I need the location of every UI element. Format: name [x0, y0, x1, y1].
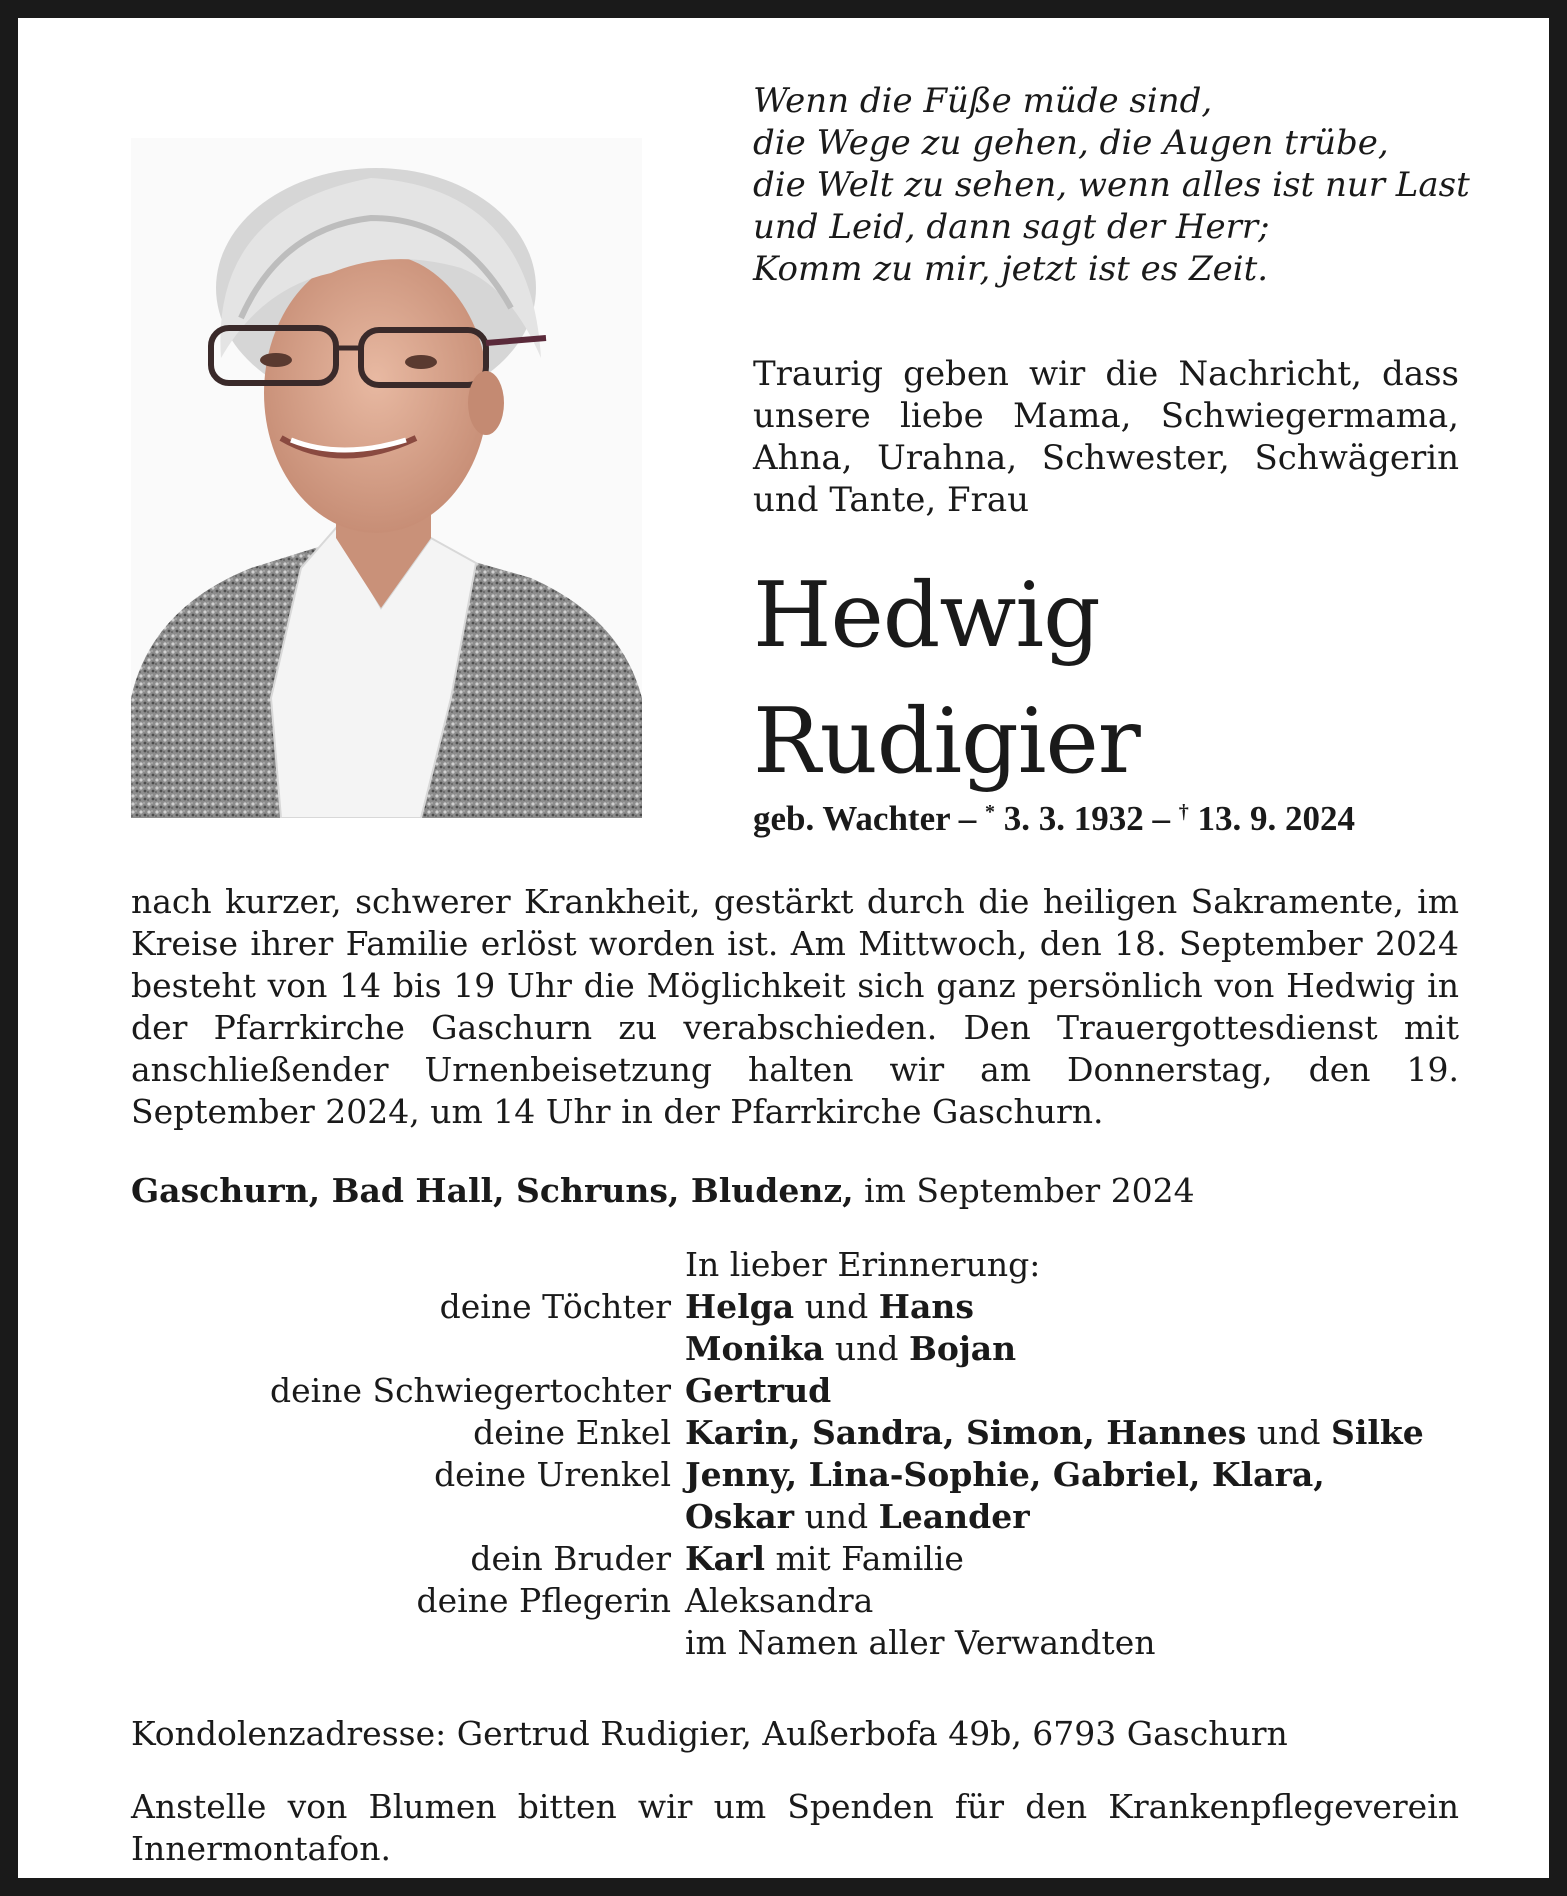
mourner-connector: Aleksandra — [685, 1581, 874, 1620]
mourner-name: Oskar — [685, 1497, 794, 1536]
mourner-name: Leander — [878, 1497, 1030, 1536]
deceased-name — [753, 553, 1513, 805]
mourner-name: Karin, Sandra, Simon, Hannes — [685, 1413, 1247, 1452]
poem-line: Wenn die Füße müde sind, — [753, 81, 1213, 121]
mourner-names — [685, 1454, 1471, 1496]
mourner-relation: deine Schwiegertochter — [269, 1371, 671, 1410]
poem — [753, 80, 1473, 290]
mourner-connector: und — [824, 1329, 909, 1368]
dash: – — [958, 799, 977, 838]
places-line — [131, 1171, 1471, 1210]
mourner-names — [685, 1622, 1471, 1664]
mourner-relation: deine Urenkel — [434, 1455, 671, 1494]
mourner-row — [131, 1580, 1471, 1622]
mourner-names — [685, 1538, 1471, 1580]
mourner-row — [131, 1496, 1471, 1538]
mourner-name: Silke — [1331, 1413, 1424, 1452]
birth-symbol: * — [985, 801, 996, 823]
donation-note: Anstelle von Blumen bitten wir um Spenden für den Krankenpflegeverein Innermontafon. — [131, 1787, 1459, 1868]
mourner-relation — [131, 1328, 685, 1370]
condolence-address: Kondolenzadresse: Gertrud Rudigier, Außerbofa 49b, 6793 Gaschurn — [131, 1714, 1288, 1753]
mourner-name: Monika — [685, 1329, 825, 1368]
mourner-names — [685, 1286, 1471, 1328]
mourner-connector: und — [1246, 1413, 1331, 1452]
poem-line: die Wege zu gehen, die Augen trübe, — [753, 123, 1389, 163]
mourner-row — [131, 1454, 1471, 1496]
mourner-connector: und — [794, 1287, 879, 1326]
mourner-relation — [131, 1622, 685, 1664]
mourner-name: Jenny, Lina-Sophie, Gabriel, Klara, — [685, 1455, 1325, 1494]
mourner-rows — [131, 1286, 1471, 1664]
mourner-row — [131, 1286, 1471, 1328]
mourner-row — [131, 1370, 1471, 1412]
mourner-names — [685, 1370, 1471, 1412]
dash: – — [1152, 799, 1171, 838]
mourner-connector: und — [793, 1497, 879, 1536]
funeral-details: nach kurzer, schwerer Krankheit, gestärkt durch die heiligen Sakramente, im Kreise ihrer Familie erlöst worden ist. Am Mittwoch, den 18. September 2024 besteht von 14 bis 19 Uhr die Möglichkeit sich ganz persönlich von Hedwig in der Pfarrkirche Gaschurn zu verabschieden. Den Trauergottesdienst mit anschließender Urnenbeisetzung halten wir am Donnerstag, den 19. September 2024, um 14 Uhr in der Pfarrkirche Gaschurn. — [131, 882, 1459, 1131]
mourner-name: Hans — [878, 1287, 974, 1326]
mourner-row — [131, 1622, 1471, 1664]
death-date: 13. 9. 2024 — [1197, 799, 1356, 838]
mourner-relation: dein Bruder — [470, 1539, 671, 1578]
first-name: Hedwig — [753, 563, 1100, 668]
portrait-photo — [131, 138, 642, 818]
mourner-names — [685, 1328, 1471, 1370]
mourner-row — [131, 1328, 1471, 1370]
mourner-name: Helga — [685, 1287, 795, 1326]
mourner-connector: im Namen aller Verwandten — [685, 1623, 1156, 1662]
mourner-relation: deine Enkel — [473, 1413, 671, 1452]
poem-line: und Leid, dann sagt der Herr; — [753, 207, 1270, 247]
maiden-name: geb. Wachter — [753, 799, 951, 838]
intro-text: Traurig geben wir die Nachricht, dass unsere liebe Mama, Schwiegermama, Ahna, Urahna, Schwester, Schwägerin und Tante, Frau — [753, 354, 1459, 520]
portrait-illustration — [131, 138, 642, 818]
birth-date: 3. 3. 1932 — [1003, 799, 1144, 838]
mourner-relation — [131, 1496, 685, 1538]
mourner-relation: deine Töchter — [439, 1287, 671, 1326]
mourners-heading: In lieber Erinnerung: — [685, 1245, 1041, 1284]
places-towns: Gaschurn, Bad Hall, Schruns, Bludenz, — [131, 1171, 854, 1210]
mourner-connector: mit Familie — [765, 1539, 964, 1578]
poem-line: Komm zu mir, jetzt ist es Zeit. — [753, 249, 1269, 289]
life-dates — [753, 799, 1483, 839]
places-date: im September 2024 — [864, 1171, 1195, 1210]
mourner-names — [685, 1580, 1471, 1622]
mourner-row — [131, 1538, 1471, 1580]
mourner-names — [685, 1496, 1471, 1538]
poem-line: die Welt zu sehen, wenn alles ist nur Last — [753, 165, 1470, 205]
last-name: Rudigier — [753, 689, 1140, 794]
death-symbol: † — [1178, 801, 1189, 823]
mourner-name: Karl — [685, 1539, 765, 1578]
mourner-name: Bojan — [908, 1329, 1017, 1368]
mourner-names — [685, 1412, 1471, 1454]
mourners-list — [131, 1244, 1471, 1664]
mourners-heading-row — [131, 1244, 1471, 1286]
mourner-name: Gertrud — [685, 1371, 832, 1410]
mourner-row — [131, 1412, 1471, 1454]
mourner-relation: deine Pflegerin — [416, 1581, 671, 1620]
